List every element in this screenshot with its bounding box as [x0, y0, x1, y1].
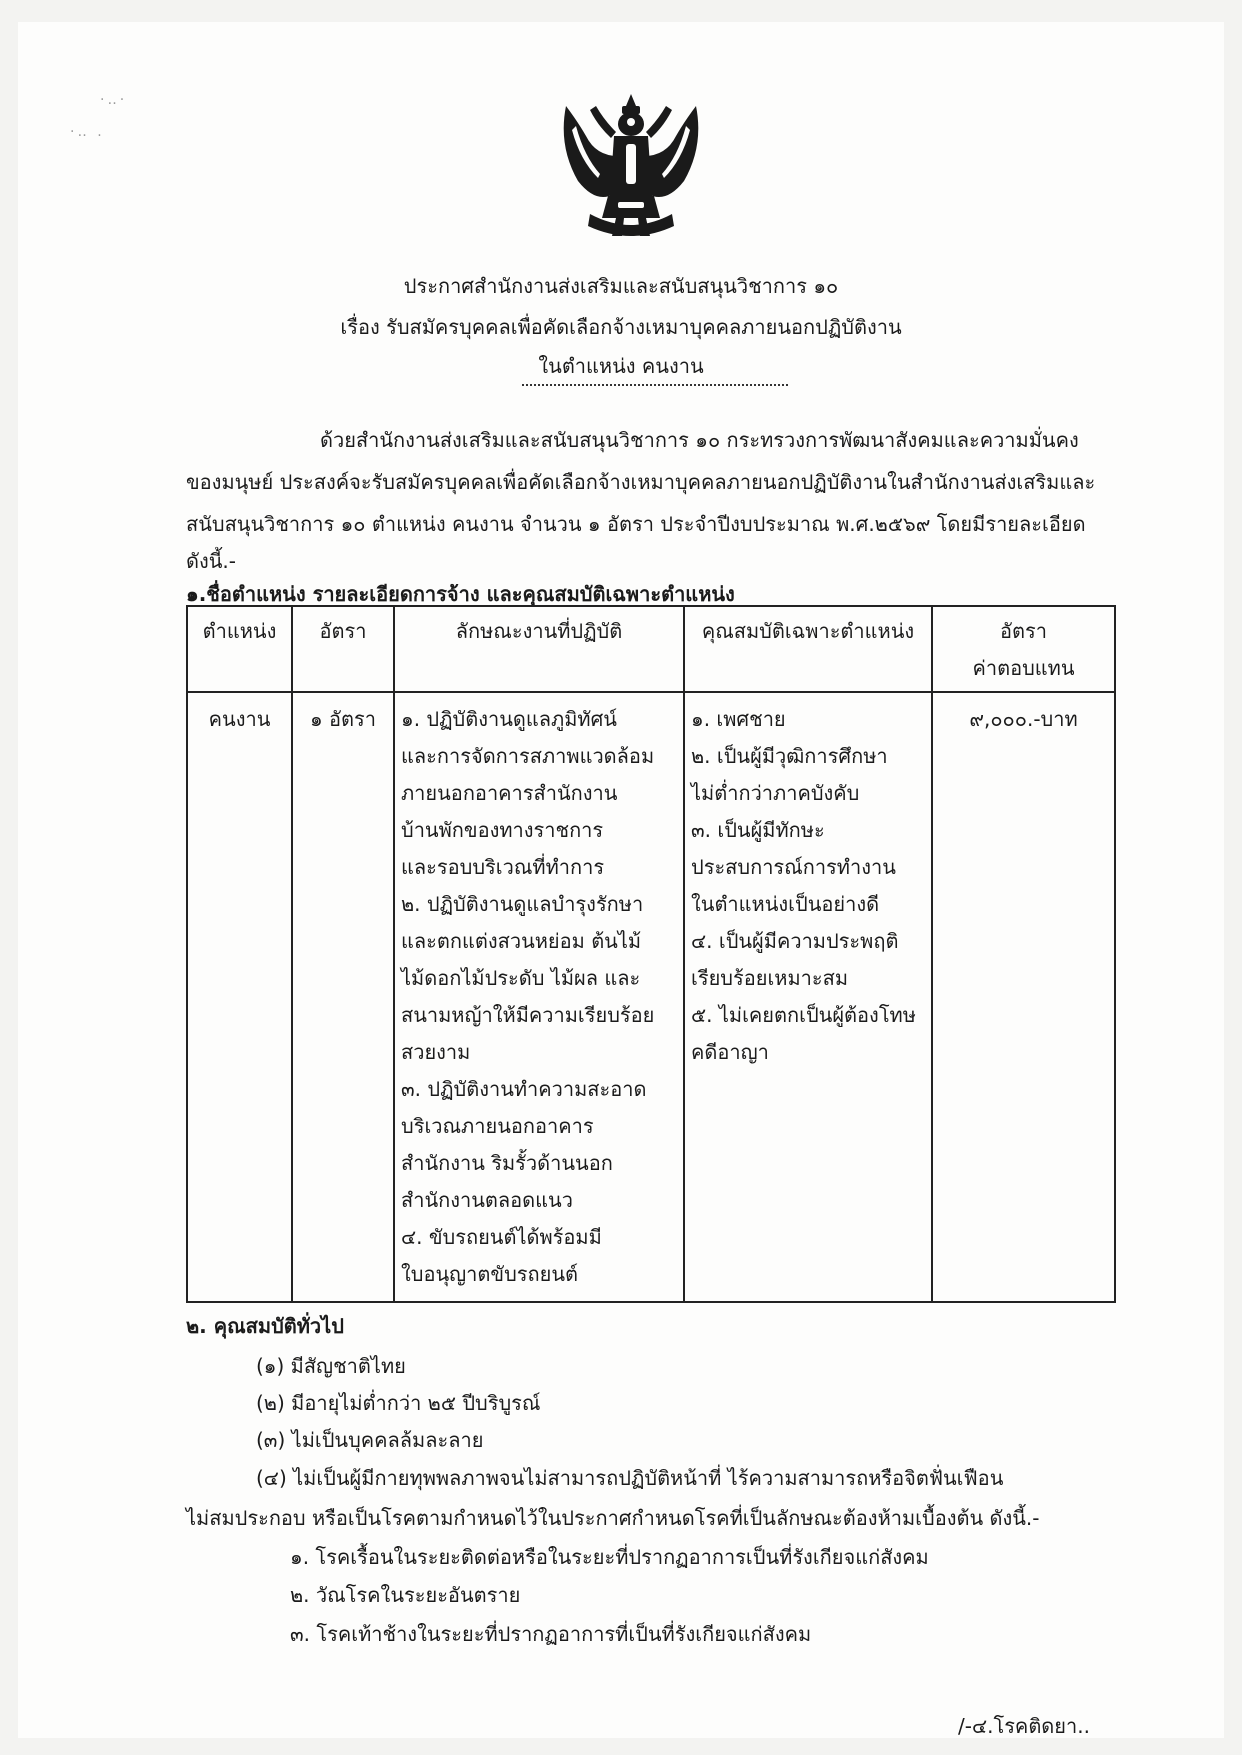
col-header-pay: [932, 606, 1115, 692]
disease-item: ๑. โรคเรื้อนในระยะติดต่อหรือในระยะที่ปรากฏอาการเป็นที่รังเกียจแก่สังคม: [290, 1545, 929, 1569]
duty-line: และการจัดการสภาพแวดล้อม: [401, 744, 655, 768]
col-header-pay-line1: อัตรา: [1000, 619, 1047, 643]
qualification-line: ๑. เพศชาย: [691, 707, 786, 731]
duty-line: ไม้ดอกไม้ประดับ ไม้ผล และ: [401, 966, 641, 990]
cell-duties: [394, 692, 684, 1302]
col-header-duties: ลักษณะงานที่ปฏิบัติ: [394, 606, 684, 692]
general-item-continued: ไม่สมประกอบ หรือเป็นโรคตามกำหนดไว้ในประกาศกำหนดโรคที่เป็นลักษณะต้องห้ามเบื้องต้น ดังนี้.-: [186, 1506, 1040, 1530]
duty-line: ใบอนุญาตขับรถยนต์: [401, 1262, 579, 1286]
duty-line: ภายนอกอาคารสำนักงาน: [401, 781, 618, 805]
scan-speck: ·‥·: [100, 92, 128, 108]
cell-pay: ๙,๐๐๐.-บาท: [932, 692, 1115, 1302]
qualification-line: ไม่ต่ำกว่าภาคบังคับ: [691, 781, 860, 805]
qualification-line: ๕. ไม่เคยตกเป็นผู้ต้องโทษ: [691, 1003, 916, 1027]
section-1-title: ๑.ชื่อตำแหน่ง รายละเอียดการจ้าง และคุณสมบัติเฉพาะตำแหน่ง: [186, 582, 735, 606]
duty-line: สนามหญ้าให้มีความเรียบร้อย: [401, 1003, 655, 1027]
announcement-subject: เรื่อง รับสมัครบุคคลเพื่อคัดเลือกจ้างเหมาบุคคลภายนอกปฏิบัติงาน: [340, 315, 902, 339]
general-item: (๓) ไม่เป็นบุคคลล้มละลาย: [256, 1428, 484, 1452]
disease-item: ๒. วัณโรคในระยะอันตราย: [290, 1583, 521, 1607]
qualification-line: ประสบการณ์การทำงาน: [691, 855, 896, 879]
intro-line: สนับสนุนวิชาการ ๑๐ ตำแหน่ง คนงาน จำนวน ๑ อัตรา ประจำปีงบประมาณ พ.ศ.๒๕๖๙ โดยมีรายละเอียด: [186, 512, 1086, 536]
dotted-separator: [522, 384, 788, 386]
duty-line: และรอบบริเวณที่ทำการ: [401, 855, 605, 879]
disease-item: ๓. โรคเท้าช้างในระยะที่ปรากฏอาการที่เป็นที่รังเกียจแก่สังคม: [290, 1622, 812, 1646]
duty-line: ๓. ปฏิบัติงานทำความสะอาด: [401, 1077, 647, 1101]
duty-line: และตกแต่งสวนหย่อม ต้นไม้: [401, 929, 642, 953]
position-table: [186, 605, 1116, 1303]
duty-line: ๔. ขับรถยนต์ได้พร้อมมี: [401, 1225, 602, 1249]
duty-line: ๒. ปฏิบัติงานดูแลบำรุงรักษา: [401, 892, 644, 916]
duty-line: บริเวณภายนอกอาคาร: [401, 1114, 594, 1138]
section-2-title: ๒. คุณสมบัติทั่วไป: [186, 1314, 344, 1338]
col-header-qualifications: คุณสมบัติเฉพาะตำแหน่ง: [684, 606, 932, 692]
cell-qualifications: [684, 692, 932, 1302]
table-header-row: [187, 606, 1115, 692]
duty-line: ๑. ปฏิบัติงานดูแลภูมิทัศน์: [401, 707, 617, 731]
qualification-line: ในตำแหน่งเป็นอย่างดี: [691, 892, 880, 916]
qualification-line: ๒. เป็นผู้มีวุฒิการศึกษา: [691, 744, 888, 768]
duty-line: สำนักงาน ริมรั้วด้านนอก: [401, 1151, 613, 1175]
general-item: (๒) มีอายุไม่ต่ำกว่า ๒๕ ปีบริบูรณ์: [256, 1391, 541, 1415]
table-row: [187, 692, 1115, 1302]
qualification-line: เรียบร้อยเหมาะสม: [691, 966, 849, 990]
general-item: (๑) มีสัญชาติไทย: [256, 1354, 406, 1378]
cell-count: ๑ อัตรา: [292, 692, 394, 1302]
qualification-line: ๔. เป็นผู้มีความประพฤติ: [691, 929, 899, 953]
page-continuation-note: /-๔.โรคติดยา..: [958, 1714, 1090, 1738]
col-header-count: อัตรา: [292, 606, 394, 692]
qualification-line: คดีอาญา: [691, 1040, 769, 1064]
general-item: (๔) ไม่เป็นผู้มีกายทุพพลภาพจนไม่สามารถปฏิบัติหน้าที่ ไร้ความสามารถหรือจิตฟั่นเฟือน: [256, 1466, 1004, 1490]
col-header-pay-line2: ค่าตอบแทน: [972, 656, 1075, 680]
garuda-emblem: [556, 86, 706, 242]
duty-line: สวยงาม: [401, 1040, 471, 1064]
announcement-position: ในตำแหน่ง คนงาน: [538, 354, 704, 378]
duty-line: สำนักงานตลอดแนว: [401, 1188, 573, 1212]
intro-line: ดังนี้.-: [186, 549, 236, 573]
duty-line: บ้านพักของทางราชการ: [401, 818, 604, 842]
qualification-line: ๓. เป็นผู้มีทักษะ: [691, 818, 825, 842]
intro-line: ด้วยสำนักงานส่งเสริมและสนับสนุนวิชาการ ๑๐ กระทรวงการพัฒนาสังคมและความมั่นคง: [320, 428, 1079, 452]
intro-line: ของมนุษย์ ประสงค์จะรับสมัครบุคคลเพื่อคัดเลือกจ้างเหมาบุคคลภายนอกปฏิบัติงานในสำนักงานส่งเสริมและ: [186, 470, 1096, 494]
col-header-position: ตำแหน่ง: [187, 606, 292, 692]
cell-position: คนงาน: [187, 692, 292, 1302]
announcement-title: ประกาศสำนักงานส่งเสริมและสนับสนุนวิชาการ ๑๐: [403, 274, 839, 298]
scan-speck: ·‥ .: [70, 124, 105, 140]
